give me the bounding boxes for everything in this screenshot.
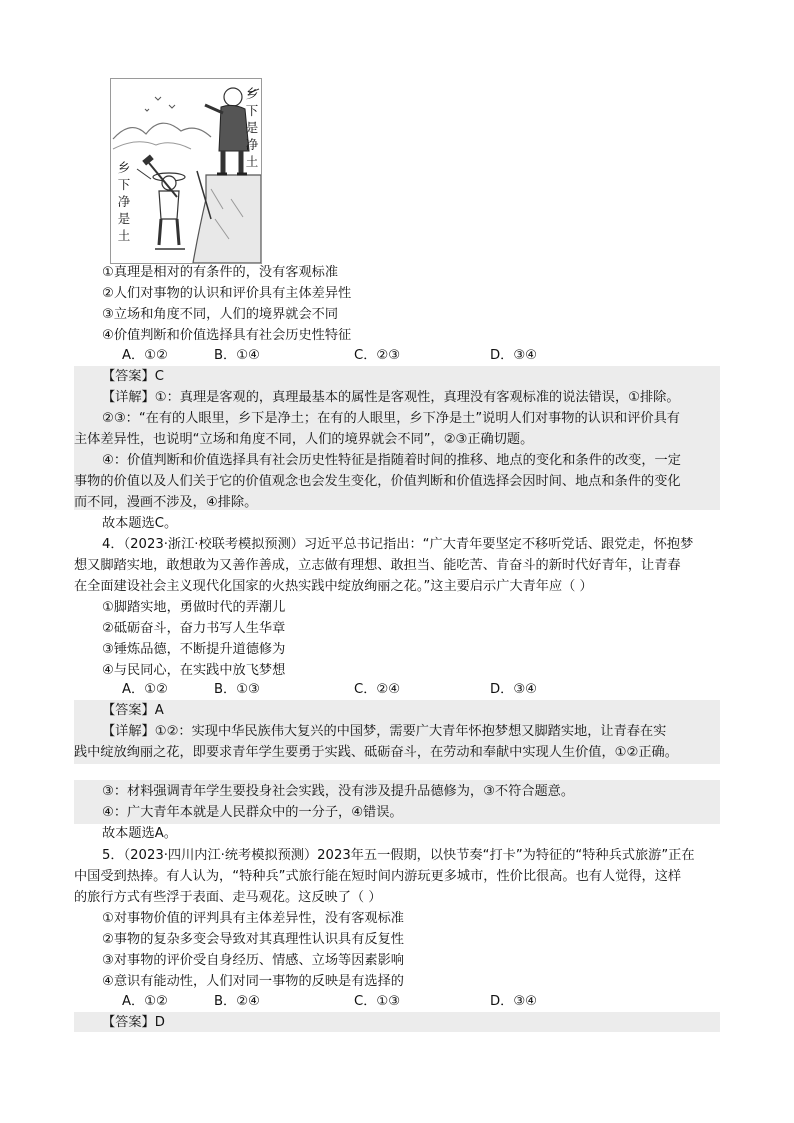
q5-option: ④意识有能动性，人们对同一事物的反映是有选择的 (102, 974, 404, 989)
choice-c: C．②④ (354, 682, 401, 697)
q3-detail-line: 主体差异性，也说明“立场和角度不同，人们的境界就会不同”，②③正确切题。 (74, 432, 534, 447)
q3-option: ③立场和角度不同，人们的境界就会不同 (102, 307, 339, 322)
cartoon-illustration (110, 78, 262, 264)
q4-stem-line: 4．（2023·浙江·校联考模拟预测）习近平总书记指出：“广大青年要坚定不移听党话、跟党走，怀抱梦 (102, 537, 694, 552)
q5-option: ①对事物价值的评判具有主体差异性，没有客观标准 (102, 911, 404, 926)
q3-detail-line: 【详解】①：真理是客观的，真理最基本的属性是客观性，真理没有客观标准的说法错误，①排除。 (102, 390, 680, 405)
cartoon-caption-left: 乡下净是土 (117, 160, 131, 243)
q4-option: ①脚踏实地，勇做时代的弄潮儿 (102, 600, 286, 615)
q4-detail-line: 践中绽放绚丽之花，即要求青年学生要勇于实践、砥砺奋斗，在劳动和奉献中实现人生价值，①②正确。 (74, 745, 678, 760)
answer-band (74, 1012, 720, 1032)
choice-b: B．②④ (214, 994, 260, 1009)
q4-stem-line: 想又脚踏实地，敢想敢为又善作善成，立志做有理想、敢担当、能吃苦、肯奋斗的新时代好青年，让青春 (74, 558, 681, 573)
q5-choices (122, 992, 622, 1012)
choice-c: C．②③ (354, 348, 401, 363)
q3-option: ①真理是相对的有条件的，没有客观标准 (102, 265, 339, 280)
q4-conclusion: 故本题选A。 (102, 826, 177, 841)
choice-d: D．③④ (490, 994, 537, 1009)
q3-option: ④价值判断和价值选择具有社会历史性特征 (102, 328, 352, 343)
q5-option: ②事物的复杂多变会导致对其真理性认识具有反复性 (102, 932, 404, 947)
choice-d: D．③④ (490, 348, 537, 363)
choice-a: A．①② (122, 348, 168, 363)
q3-detail-line: ④：价值判断和价值选择具有社会历史性特征是指随着时间的推移、地点的变化和条件的改变，一定 (102, 453, 681, 468)
q4-option: ③锤炼品德，不断提升道德修为 (102, 642, 286, 657)
choice-b: B．①③ (214, 682, 260, 697)
q5-answer: 【答案】D (102, 1015, 165, 1030)
q4-detail-line: ③：材料强调青年学生要投身社会实践，没有涉及提升品德修为，③不符合题意。 (102, 784, 575, 799)
q3-choices (122, 346, 622, 366)
answer-band (74, 700, 720, 720)
q4-detail-line: 【详解】①②：实现中华民族伟大复兴的中国梦，需要广大青年怀抱梦想又脚踏实地，让青春在实 (102, 724, 667, 739)
q5-stem-line: 中国受到热捧。有人认为，“特种兵”式旅行能在短时间内游玩更多城市，性价比很高。也有人觉得，这样 (74, 869, 682, 884)
choice-a: A．①② (122, 994, 168, 1009)
q3-detail-line: ②③：“在有的人眼里，乡下是净土；在有的人眼里，乡下净是土”说明人们对事物的认识和评价具有 (102, 411, 680, 426)
choice-b: B．①④ (214, 348, 260, 363)
q3-detail-line: 事物的价值以及人们关于它的价值观念也会发生变化，价值判断和价值选择会因时间、地点和条件的变化 (74, 474, 681, 489)
q3-answer: 【答案】C (102, 369, 164, 384)
q3-option: ②人们对事物的认识和评价具有主体差异性 (102, 286, 352, 301)
choice-c: C．①③ (354, 994, 401, 1009)
q3-detail-line: 而不同，漫画不涉及，④排除。 (74, 495, 258, 510)
q3-conclusion: 故本题选C。 (102, 516, 178, 531)
q5-stem-line: 的旅行方式有些浮于表面、走马观花。这反映了（ ） (74, 890, 382, 905)
answer-band (74, 366, 720, 386)
q5-stem-line: 5．（2023·四川内江·统考模拟预测）2023年五一假期，以快节奏“打卡”为特征的“特种兵式旅游”正在 (102, 848, 695, 863)
q4-choices (122, 680, 622, 700)
q5-option: ③对事物的评价受自身经历、情感、立场等因素影响 (102, 953, 404, 968)
q4-option: ②砥砺奋斗，奋力书写人生华章 (102, 621, 286, 636)
q4-detail-line: ④：广大青年本就是人民群众中的一分子，④错误。 (102, 805, 403, 820)
choice-a: A．①② (122, 682, 168, 697)
q4-answer: 【答案】A (102, 703, 164, 718)
choice-d: D．③④ (490, 682, 537, 697)
cartoon-drawing (111, 79, 261, 263)
q4-option: ④与民同心，在实践中放飞梦想 (102, 663, 286, 678)
q4-stem-line: 在全面建设社会主义现代化国家的火热实践中绽放绚丽之花。”这主要启示广大青年应（ ） (74, 579, 593, 594)
cartoon-caption-right: 乡下是净土 (245, 86, 259, 169)
